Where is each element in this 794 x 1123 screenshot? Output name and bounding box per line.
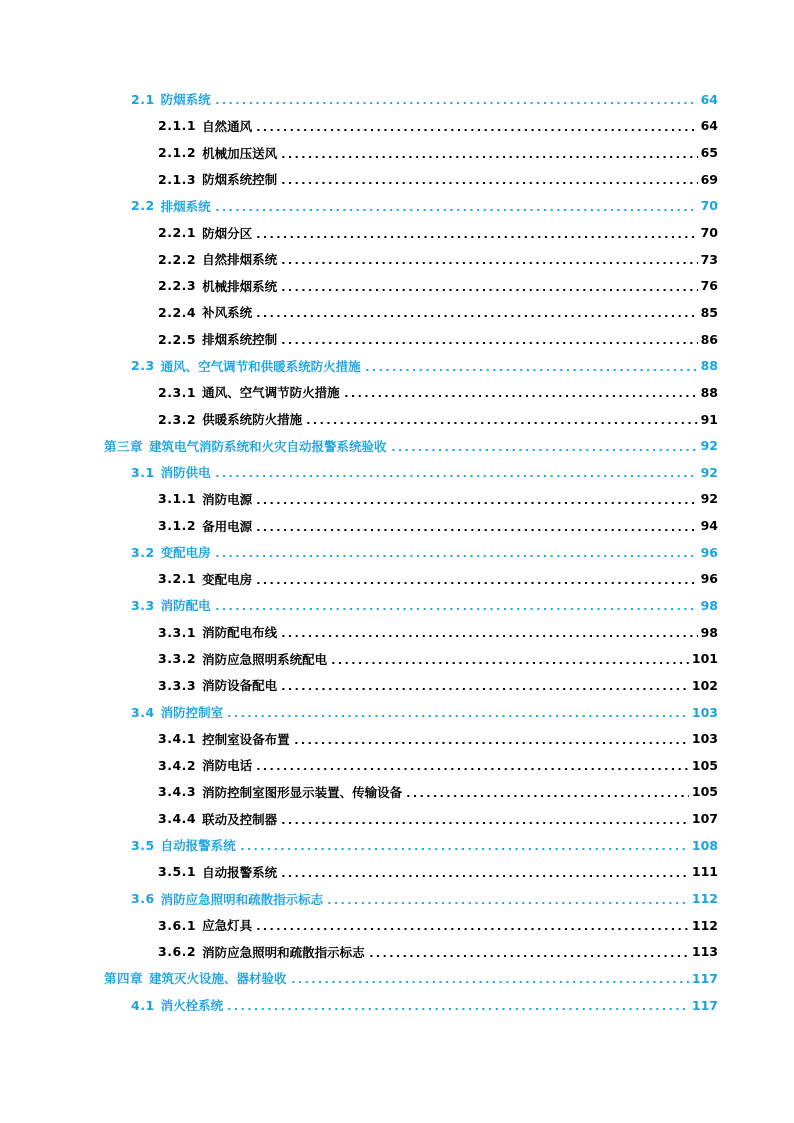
toc-entry-page-number: 85 [700, 304, 718, 320]
toc-entry-number: 3.6.2 [158, 944, 197, 960]
toc-entry-title: 控制室设备布置 [202, 731, 290, 747]
toc-entry-number: 2.2.5 [158, 331, 197, 347]
toc-entry-page-number: 98 [700, 597, 718, 613]
dot-leader [214, 209, 698, 211]
toc-entry-number: 2.2.1 [158, 225, 197, 241]
toc-entry-title: 消防配电布线 [202, 625, 278, 641]
toc-entry-title: 自然排烟系统 [202, 252, 278, 268]
toc-entry-page-number: 112 [691, 917, 718, 933]
toc-entry-number: 2.2.2 [158, 251, 197, 267]
toc-entry-number: 2.1.2 [158, 145, 197, 161]
toc-entry[interactable] [0, 379, 794, 406]
dot-leader [293, 742, 689, 744]
toc-entry-title: 备用电源 [202, 518, 253, 534]
toc-entry-page-number: 86 [700, 331, 718, 347]
toc-entry-number: 3.1.1 [158, 491, 197, 507]
toc-entry-page-number: 70 [700, 198, 718, 214]
dot-leader [280, 822, 689, 824]
dot-leader [326, 902, 689, 904]
toc-entry-page-number: 64 [700, 118, 718, 134]
toc-entry-number: 2.1.3 [158, 171, 197, 187]
toc-entry-page-number: 91 [700, 411, 718, 427]
toc-entry-number: 3.4.3 [158, 784, 197, 800]
dot-leader [255, 582, 697, 584]
toc-entry-title: 消防电话 [202, 758, 253, 774]
dot-leader [343, 395, 698, 397]
toc-entry-number: 2.2.3 [158, 278, 197, 294]
toc-entry-page-number: 69 [700, 171, 718, 187]
toc-entry-title: 消防控制室 [160, 705, 224, 721]
toc-entry-number: 4.1 [131, 997, 155, 1013]
toc-entry[interactable] [0, 566, 794, 593]
dot-leader [280, 156, 697, 158]
toc-entry-title: 机械排烟系统 [202, 278, 278, 294]
toc-entry[interactable] [0, 912, 794, 939]
dot-leader [255, 129, 697, 131]
dot-leader [255, 928, 689, 930]
toc-entry-title: 补风系统 [202, 305, 253, 321]
toc-entry-number: 3.4.4 [158, 811, 197, 827]
dot-leader [405, 795, 689, 797]
dot-leader [255, 768, 689, 770]
toc-entry-title: 消防电源 [202, 491, 253, 507]
toc-entry-number: 3.3.3 [158, 677, 197, 693]
dot-leader [280, 182, 697, 184]
toc-entry-title: 变配电房 [160, 545, 211, 561]
toc-entry[interactable] [0, 645, 794, 672]
toc-entry-number: 2.2.4 [158, 304, 197, 320]
toc-entry[interactable] [0, 992, 794, 1019]
dot-leader [255, 529, 697, 531]
toc-entry-number: 3.4.1 [158, 731, 197, 747]
toc-entry-number: 3.2 [131, 544, 155, 560]
toc-entry-page-number: 88 [700, 384, 718, 400]
toc-entry-page-number: 107 [691, 811, 718, 827]
toc-entry-page-number: 112 [691, 891, 718, 907]
toc-entry[interactable] [0, 619, 794, 646]
dot-leader [255, 315, 697, 317]
toc-entry-number: 2.3.2 [158, 411, 197, 427]
toc-entry-page-number: 98 [700, 624, 718, 640]
toc-entry-page-number: 117 [691, 997, 718, 1013]
toc-entry-title: 自动报警系统 [202, 864, 278, 880]
dot-leader [368, 955, 689, 957]
toc-entry-number: 3.4 [131, 704, 155, 720]
toc-entry-title: 通风、空气调节防火措施 [202, 385, 340, 401]
toc-entry[interactable] [0, 752, 794, 779]
toc-entry-number: 3.3 [131, 597, 155, 613]
toc-entry-title: 消防应急照明系统配电 [202, 651, 328, 667]
toc-entry[interactable] [0, 539, 794, 566]
toc-entry[interactable] [0, 965, 794, 992]
toc-entry[interactable] [0, 939, 794, 966]
dot-leader [214, 608, 698, 610]
dot-leader [226, 1008, 689, 1010]
toc-entry-title: 建筑电气消防系统和火灾自动报警系统验收 [149, 438, 387, 454]
dot-leader [226, 715, 689, 717]
toc-entry[interactable] [0, 139, 794, 166]
dot-leader [280, 262, 697, 264]
toc-entry-page-number: 64 [700, 91, 718, 107]
toc-entry-page-number: 76 [700, 278, 718, 294]
toc-entry-page-number: 105 [691, 784, 718, 800]
toc-entry[interactable] [0, 299, 794, 326]
toc-entry-number: 2.2 [131, 198, 155, 214]
toc-entry-page-number: 108 [691, 837, 718, 853]
toc-entry-number: 2.3 [131, 358, 155, 374]
toc-entry[interactable] [0, 859, 794, 886]
dot-leader [214, 475, 698, 477]
toc-entry-title: 应急灯具 [202, 918, 253, 934]
toc-entry-number: 2.3.1 [158, 384, 197, 400]
toc-entry-page-number: 111 [691, 864, 718, 880]
dot-leader [214, 102, 698, 104]
toc-entry-title: 建筑灭火设施、器材验收 [149, 971, 287, 987]
toc-entry[interactable] [0, 86, 794, 113]
toc-entry-number: 2.1 [131, 91, 155, 107]
toc-entry[interactable] [0, 432, 794, 459]
toc-entry-page-number: 70 [700, 225, 718, 241]
dot-leader [280, 688, 689, 690]
toc-entry-page-number: 92 [700, 464, 718, 480]
dot-leader [280, 635, 697, 637]
dot-leader [214, 555, 698, 557]
toc-entry[interactable] [0, 699, 794, 726]
table-of-contents [0, 86, 794, 1018]
toc-entry-title: 联动及控制器 [202, 811, 278, 827]
toc-entry-page-number: 96 [700, 571, 718, 587]
toc-entry-number: 2.1.1 [158, 118, 197, 134]
toc-entry-page-number: 92 [700, 491, 718, 507]
toc-entry[interactable] [0, 326, 794, 353]
dot-leader [255, 502, 697, 504]
toc-entry-page-number: 96 [700, 544, 718, 560]
toc-entry[interactable] [0, 166, 794, 193]
toc-entry-number: 3.5 [131, 837, 155, 853]
toc-entry-number: 3.3.1 [158, 624, 197, 640]
toc-entry[interactable] [0, 486, 794, 513]
toc-entry-page-number: 101 [691, 651, 718, 667]
toc-entry-page-number: 88 [700, 358, 718, 374]
dot-leader [255, 236, 697, 238]
toc-entry[interactable] [0, 512, 794, 539]
toc-entry-title: 消防应急照明和疏散指示标志 [202, 944, 365, 960]
toc-entry-title: 消火栓系统 [160, 998, 224, 1014]
dot-leader [305, 422, 697, 424]
toc-entry-number: 3.6.1 [158, 917, 197, 933]
toc-entry-page-number: 105 [691, 757, 718, 773]
toc-entry[interactable] [0, 725, 794, 752]
toc-entry-page-number: 103 [691, 731, 718, 747]
toc-entry-number: 3.2.1 [158, 571, 197, 587]
toc-entry[interactable] [0, 832, 794, 859]
toc-entry-page-number: 113 [691, 944, 718, 960]
toc-entry-title: 防烟系统控制 [202, 172, 278, 188]
toc-entry[interactable] [0, 885, 794, 912]
toc-entry[interactable] [0, 193, 794, 220]
toc-entry[interactable] [0, 592, 794, 619]
toc-entry-page-number: 102 [691, 677, 718, 693]
toc-entry-title: 消防控制室图形显示装置、传输设备 [202, 784, 403, 800]
toc-entry-number: 3.1.2 [158, 518, 197, 534]
toc-entry[interactable] [0, 459, 794, 486]
toc-entry-title: 消防配电 [160, 598, 211, 614]
toc-entry-title: 机械加压送风 [202, 145, 278, 161]
toc-entry-number: 第四章 [104, 971, 144, 987]
toc-entry-title: 排烟系统控制 [202, 332, 278, 348]
toc-entry[interactable] [0, 219, 794, 246]
dot-leader [364, 369, 698, 371]
toc-entry-number: 3.3.2 [158, 651, 197, 667]
toc-entry-title: 防烟分区 [202, 225, 253, 241]
toc-entry-number: 3.1 [131, 464, 155, 480]
toc-entry-title: 变配电房 [202, 571, 253, 587]
toc-entry-title: 防烟系统 [160, 92, 211, 108]
toc-entry[interactable] [0, 805, 794, 832]
toc-entry-page-number: 92 [700, 438, 718, 454]
toc-entry-title: 消防供电 [160, 465, 211, 481]
toc-entry-title: 消防应急照明和疏散指示标志 [160, 891, 324, 907]
toc-entry[interactable] [0, 272, 794, 299]
toc-entry[interactable] [0, 406, 794, 433]
dot-leader [290, 981, 689, 983]
toc-entry[interactable] [0, 246, 794, 273]
toc-entry-page-number: 117 [691, 970, 718, 986]
toc-entry[interactable] [0, 113, 794, 140]
toc-entry-title: 自然通风 [202, 118, 253, 134]
toc-entry-title: 自动报警系统 [160, 838, 236, 854]
dot-leader [280, 875, 689, 877]
toc-entry-page-number: 65 [700, 145, 718, 161]
toc-entry-title: 通风、空气调节和供暖系统防火措施 [160, 358, 361, 374]
toc-entry-title: 排烟系统 [160, 198, 211, 214]
dot-leader [280, 289, 697, 291]
dot-leader [330, 662, 689, 664]
toc-entry-number: 3.4.2 [158, 757, 197, 773]
toc-entry[interactable] [0, 352, 794, 379]
dot-leader [280, 342, 697, 344]
toc-entry[interactable] [0, 779, 794, 806]
dot-leader [390, 449, 698, 451]
toc-entry-page-number: 103 [691, 704, 718, 720]
toc-entry-page-number: 94 [700, 518, 718, 534]
toc-entry-number: 第三章 [104, 438, 144, 454]
toc-entry-number: 3.5.1 [158, 864, 197, 880]
dot-leader [239, 848, 689, 850]
toc-entry-title: 供暖系统防火措施 [202, 412, 303, 427]
toc-entry-page-number: 73 [700, 251, 718, 267]
toc-entry[interactable] [0, 672, 794, 699]
toc-entry-number: 3.6 [131, 891, 155, 907]
toc-entry-title: 消防设备配电 [202, 678, 278, 694]
